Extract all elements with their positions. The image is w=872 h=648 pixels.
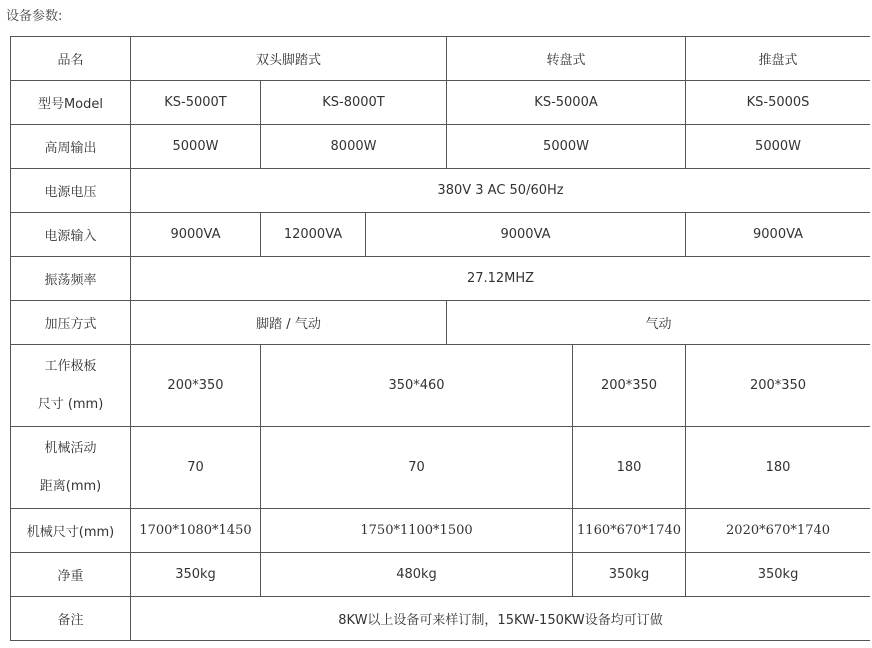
label-remarks: 备注: [11, 597, 131, 641]
cell-double-foot: 双头脚踏式: [131, 37, 447, 81]
cell-plate-4: 200*350: [686, 345, 870, 427]
cell-size-3: 1160*670*1740: [573, 509, 686, 553]
label-press-method: 加压方式: [11, 301, 131, 345]
label-net-weight: 净重: [11, 553, 131, 597]
cell-stroke-3: 180: [573, 427, 686, 509]
spec-table: [10, 36, 870, 641]
cell-model-3: KS-5000A: [447, 81, 686, 125]
row-output-power: [11, 125, 871, 169]
label-stroke-line1: 机械活动: [44, 440, 97, 456]
cell-turntable: 转盘式: [447, 37, 686, 81]
cell-stroke-2: 70: [261, 427, 573, 509]
cell-input-2: 12000VA: [261, 213, 366, 257]
cell-voltage: 380V 3 AC 50/60Hz: [131, 169, 871, 213]
label-frequency: 振荡频率: [11, 257, 131, 301]
cell-power-1: 5000W: [131, 125, 261, 169]
row-power-input: [11, 213, 871, 257]
cell-model-2: KS-8000T: [261, 81, 447, 125]
row-model: [11, 81, 871, 125]
label-machine-size: 机械尺寸(mm): [11, 509, 131, 553]
row-stroke: [11, 427, 871, 509]
cell-weight-2: 480kg: [261, 553, 573, 597]
cell-plate-3: 200*350: [573, 345, 686, 427]
cell-power-4: 5000W: [686, 125, 870, 169]
cell-power-2: 8000W: [261, 125, 447, 169]
cell-frequency: 27.12MHZ: [131, 257, 871, 301]
row-net-weight: [11, 553, 871, 597]
cell-stroke-4: 180: [686, 427, 870, 509]
label-stroke-line2: 距离(mm): [39, 478, 102, 494]
cell-stroke-1: 70: [131, 427, 261, 509]
cell-size-2: 1750*1100*1500: [261, 509, 573, 553]
cell-press-foot: 脚踏 / 气动: [131, 301, 447, 345]
cell-model-1: KS-5000T: [131, 81, 261, 125]
cell-size-4: 2020*670*1740: [686, 509, 870, 553]
label-voltage: 电源电压: [11, 169, 131, 213]
cell-power-3: 5000W: [447, 125, 686, 169]
cell-model-4: KS-5000S: [686, 81, 870, 125]
row-plate-size: [11, 345, 871, 427]
cell-input-4: 9000VA: [686, 213, 870, 257]
cell-input-1: 9000VA: [131, 213, 261, 257]
row-remarks: [11, 597, 871, 641]
cell-plate-2: 350*460: [261, 345, 573, 427]
cell-plate-1: 200*350: [131, 345, 261, 427]
row-product-name: [11, 37, 871, 81]
row-voltage: [11, 169, 871, 213]
row-frequency: [11, 257, 871, 301]
section-heading: 设备参数:: [6, 9, 63, 24]
cell-weight-3: 350kg: [573, 553, 686, 597]
label-model: 型号Model: [11, 81, 131, 125]
label-plate-size-line2: 尺寸 (mm): [37, 396, 104, 412]
label-plate-size-line1: 工作极板: [44, 358, 97, 374]
label-plate-size: [11, 345, 131, 427]
cell-weight-4: 350kg: [686, 553, 870, 597]
spec-table-wrapper: [10, 36, 870, 642]
label-product-name: 品名: [11, 37, 131, 81]
row-machine-size: [11, 509, 871, 553]
label-output-power: 高周输出: [11, 125, 131, 169]
row-press-method: [11, 301, 871, 345]
cell-input-3: 9000VA: [366, 213, 686, 257]
cell-press-air: 气动: [447, 301, 870, 345]
label-power-input: 电源输入: [11, 213, 131, 257]
cell-size-1: 1700*1080*1450: [131, 509, 261, 553]
label-stroke: [11, 427, 131, 509]
cell-weight-1: 350kg: [131, 553, 261, 597]
cell-push-plate: 推盘式: [686, 37, 870, 81]
cell-remarks: 8KW以上设备可来样订制，15KW-150KW设备均可订做: [131, 597, 871, 641]
